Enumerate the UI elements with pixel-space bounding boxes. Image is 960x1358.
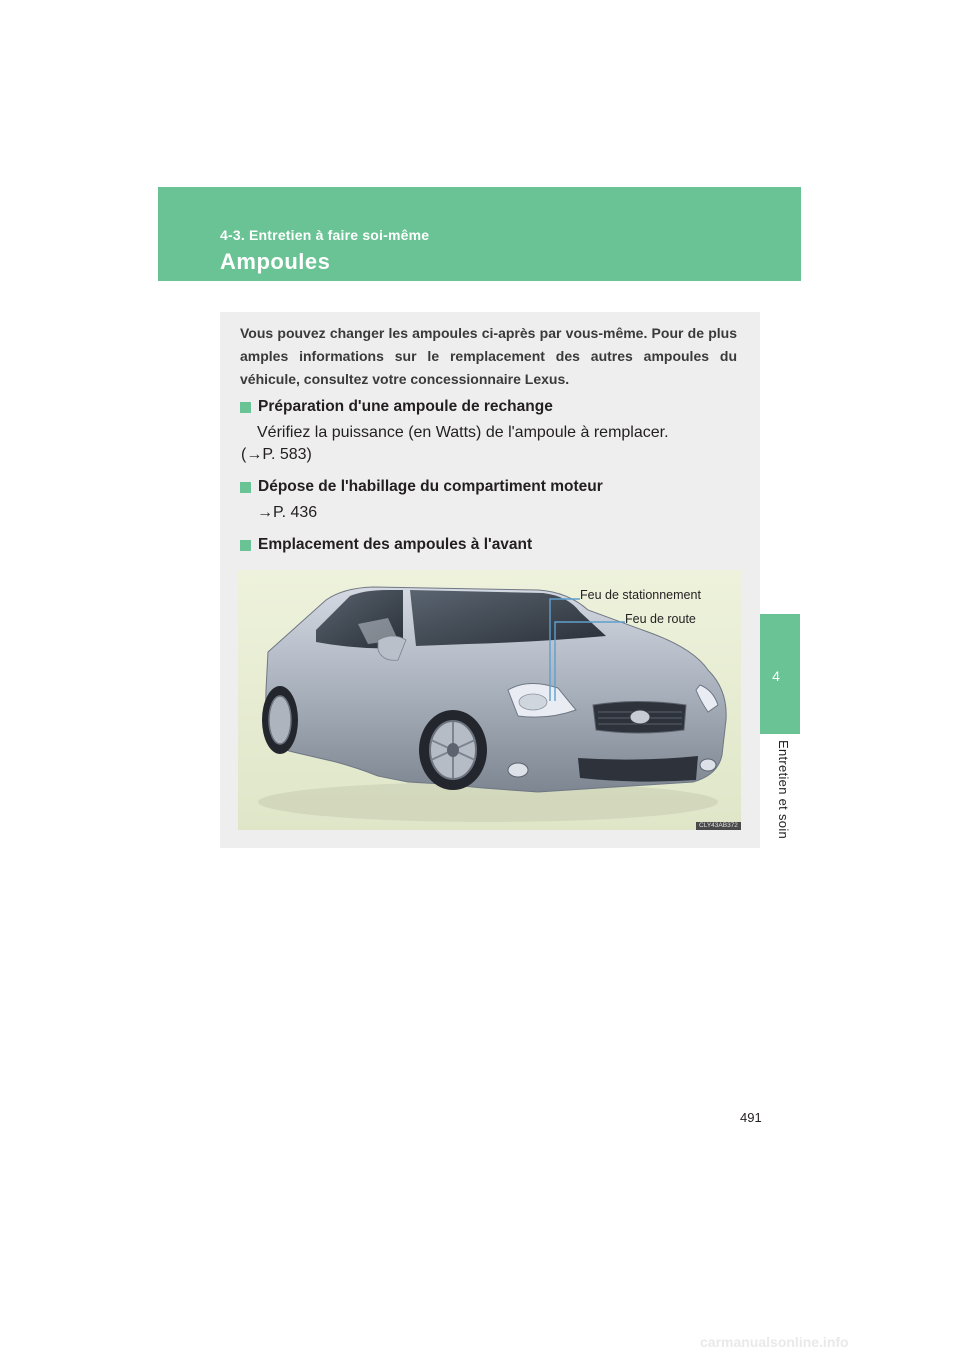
heading-text: Préparation d'une ampoule de rechange (258, 398, 553, 415)
bullet-square-icon (240, 482, 251, 493)
bullet-square-icon (240, 540, 251, 551)
figure-code: CLY43AB372 (696, 822, 741, 830)
intro-paragraph: Vous pouvez changer les ampoules ci-après par vous-même. Pour de plus amples informations sur le remplacement des autres ampoules du véhicule, consultez votre concessionnaire Lexus. (240, 325, 737, 387)
car-front-illustration (238, 570, 741, 830)
page-reference: (→P. 583) (241, 446, 312, 463)
section-label: 4-3. Entretien à faire soi-même (220, 227, 430, 243)
content-panel (220, 312, 760, 848)
callout-parking-light: Feu de stationnement (580, 588, 701, 602)
page-title: Ampoules (220, 249, 331, 274)
chapter-label: Entretien et soin (776, 740, 791, 840)
watermark: carmanualsonline.info (700, 1334, 849, 1350)
chapter-number: 4 (772, 668, 780, 684)
heading-bulb-location (240, 536, 532, 554)
heading-text: Emplacement des ampoules à l'avant (258, 536, 533, 553)
page-number: 491 (740, 1110, 762, 1125)
section-header (158, 187, 801, 281)
callout-high-beam: Feu de route (625, 612, 696, 626)
car-illustration-icon (238, 570, 741, 830)
replacement-bulb-text: Vérifiez la puissance (en Watts) de l'ampoule à remplacer. (257, 424, 669, 441)
bullet-square-icon (240, 402, 251, 413)
page-reference: →P. 436 (257, 504, 318, 521)
heading-engine-cover (240, 478, 603, 496)
heading-replacement-bulb (240, 398, 553, 416)
heading-text: Dépose de l'habillage du compartiment moteur (258, 478, 603, 495)
